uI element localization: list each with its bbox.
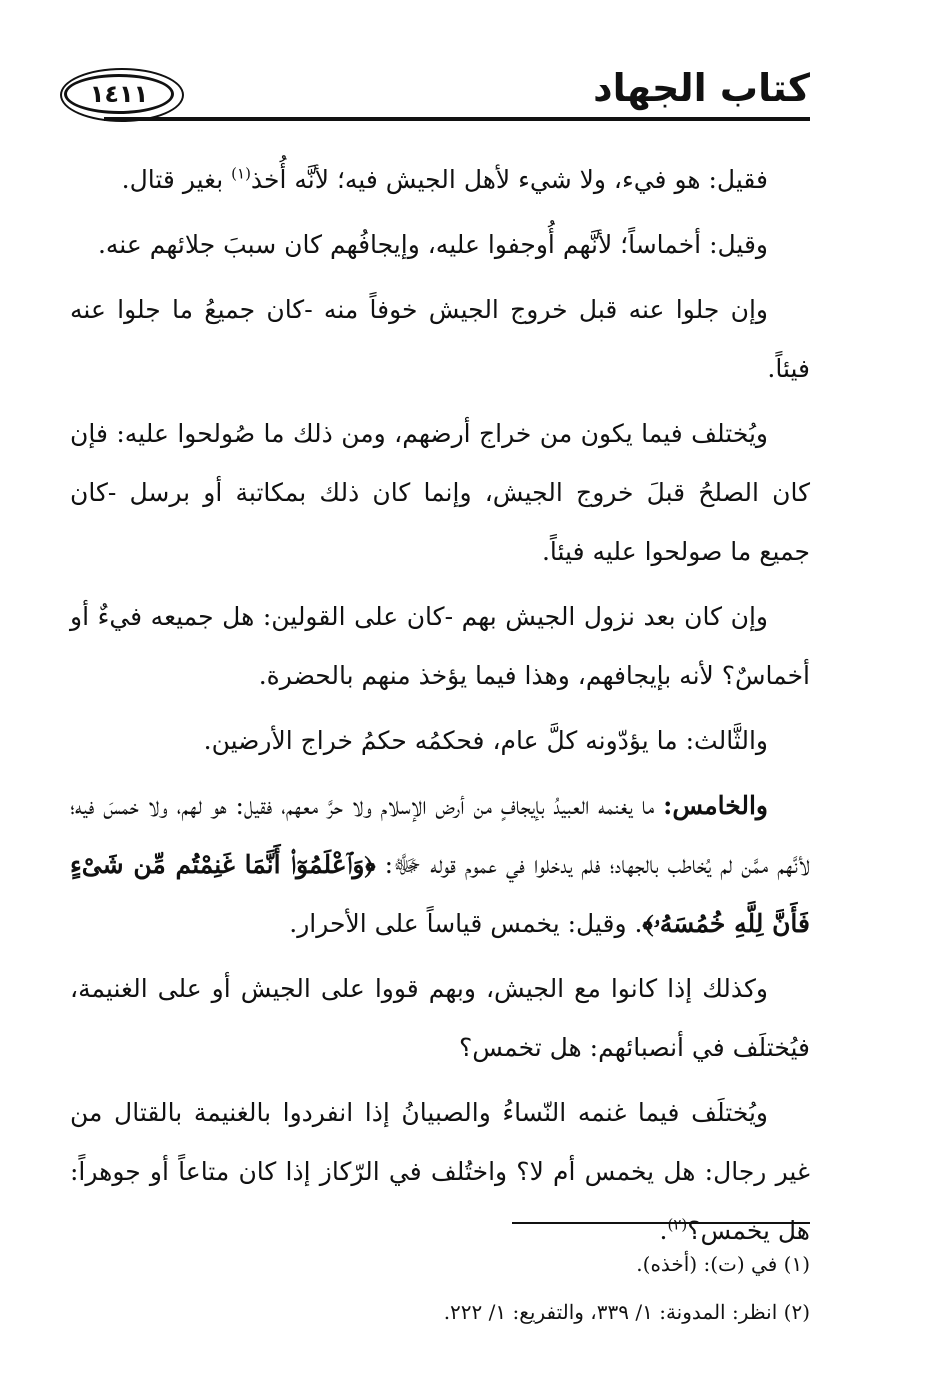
quran-verse: ﴿وَٱعْلَمُوٓا۟ أَنَّمَا غَنِمْتُم مِّن شَىْءٍ فَأَنَّ لِلَّهِ خُمُسَهُۥ﴾ xyxy=(70,850,810,938)
book-title: كتاب الجهاد xyxy=(593,66,810,110)
paragraph-tail: . xyxy=(659,1216,668,1245)
footnote-ref-1: (١) xyxy=(231,164,251,183)
paragraph-text: ما يغنمه العبيدُ بإيجافٍ من أرض الإسلام ولا حرَّ معهم، فقيل: هو لهم، ولا خمسَ فيه؛ لأنَّهم ممَّن لم يُخاطب بالجهاد؛ فلم يدخلوا في عموم قوله ﷻ: xyxy=(70,791,810,879)
page-number: ١٤١١ xyxy=(64,74,174,114)
paragraph-2: وقيل: أخماساً؛ لأنَّهم أُوجفوا عليه، وإيجافُهم كان سببَ جلائهم عنه. xyxy=(97,230,768,259)
paragraph-7 xyxy=(70,776,810,953)
footnote-2: (٢) انظر: المدونة: ١/ ٣٣٩، والتفريع: ١/ ٢٢٢. xyxy=(443,1300,810,1324)
header-rule xyxy=(104,117,810,121)
page-header xyxy=(64,62,810,122)
footnote-ref-2: (٢) xyxy=(667,1215,688,1234)
paragraph-8: وكذلك إذا كانوا مع الجيش، وبهم قووا على الجيش أو على الغنيمة، فيُختلَف في أنصبائهم: هل تخمس؟ xyxy=(70,974,810,1062)
paragraph-4: ويُختلف فيما يكون من خراج أرضهم، ومن ذلك ما صُولحوا عليه: فإن كان الصلحُ قبلَ خروج الجيش، وإنما كان ذلك بمكاتبة أو برسل -كان جميع ما صولحوا عليه فيئاً. xyxy=(70,419,810,566)
section-lead: والخامس: xyxy=(663,791,768,820)
paragraph-tail: بغير قتال. xyxy=(121,165,232,194)
footnote-1: (١) في (ت): (أخذه). xyxy=(636,1252,810,1276)
footnote-separator xyxy=(512,1222,810,1224)
paragraph-1 xyxy=(70,150,810,209)
footnotes xyxy=(70,1240,810,1336)
paragraph-9 xyxy=(70,1083,810,1260)
main-text xyxy=(70,150,810,1266)
paragraph-text: ويُختلَف فيما غنمه النّساءُ والصبيانُ إذا انفردوا بالغنيمة بالقتال من غير رجال: هل يخمس أم لا؟ واختُلف في الرّكاز إذا كان متاعاً أو جوهراً: هل يخمس؟ xyxy=(70,1098,810,1245)
paragraph-6: والثَّالث: ما يؤدّونه كلَّ عام، فحكمُه حكمُ خراج الأرضين. xyxy=(203,726,768,755)
paragraph-3: وإن جلوا عنه قبل خروج الجيش خوفاً منه -كان جميعُ ما جلوا عنه فيئاً. xyxy=(70,295,810,383)
paragraph-5: وإن كان بعد نزول الجيش بهم -كان على القولين: هل جميعه فيءٌ أو أخماسٌ؟ لأنه بإيجافهم، وهذا فيما يؤخذ منهم بالحضرة. xyxy=(70,602,810,690)
paragraph-text: فقيل: هو فيء، ولا شيء لأهل الجيش فيه؛ لأنَّه أُخذ xyxy=(250,165,768,194)
paragraph-tail: . وقيل: يخمس قياساً على الأحرار. xyxy=(289,909,643,938)
